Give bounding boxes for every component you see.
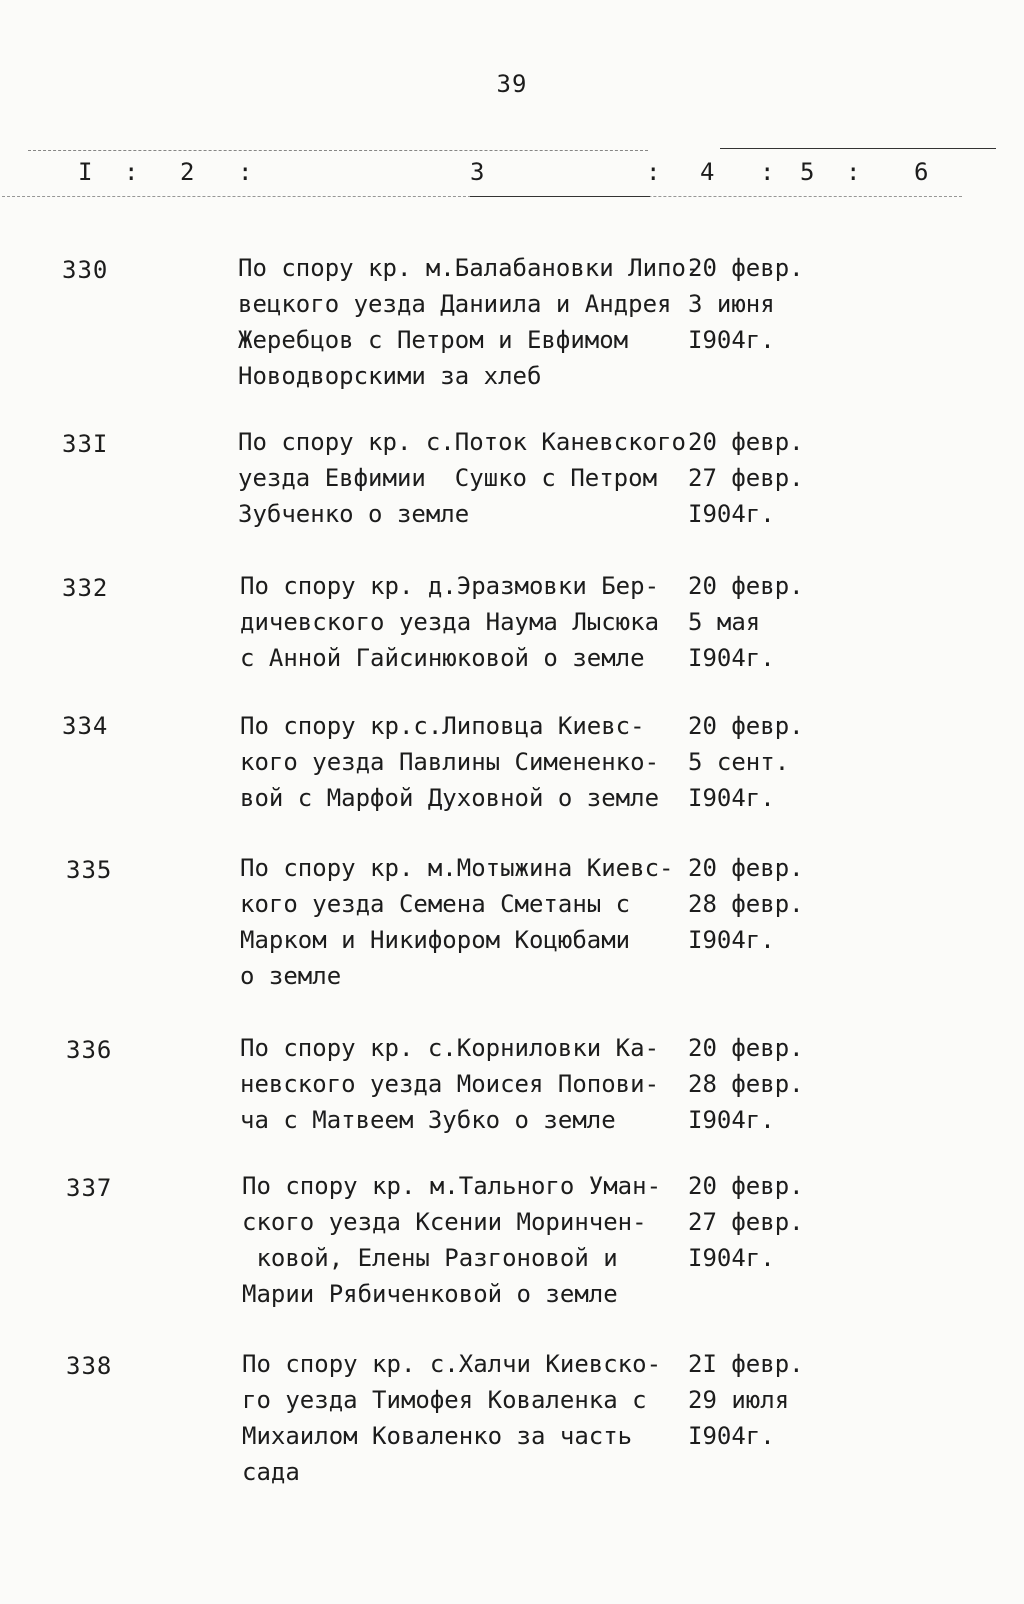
case-start-date: 20 февр. bbox=[688, 572, 804, 600]
case-end-date: 3 июня bbox=[688, 290, 775, 318]
case-dates bbox=[688, 568, 804, 676]
case-start-date: 20 февр. bbox=[688, 712, 804, 740]
case-dates bbox=[688, 1168, 804, 1276]
header-rule-bottom-mid bbox=[470, 196, 650, 197]
case-description bbox=[240, 568, 659, 676]
case-dates bbox=[688, 708, 804, 816]
case-dates bbox=[688, 250, 804, 358]
case-number: 330 bbox=[62, 256, 109, 284]
case-year: I904г. bbox=[688, 1106, 775, 1134]
case-end-date: 29 июля bbox=[688, 1386, 790, 1414]
case-number: 336 bbox=[66, 1036, 113, 1064]
case-year: I904г. bbox=[688, 926, 775, 954]
case-description-line: По спору кр. м.Мотыжина Киевс- bbox=[240, 854, 674, 882]
case-year: I904г. bbox=[688, 644, 775, 672]
column-header-3: 3 bbox=[470, 158, 485, 186]
case-description-line: По спору кр. с.Халчи Киевско- bbox=[242, 1350, 662, 1378]
case-description-line: По спору кр. м.Тального Уман- bbox=[242, 1172, 662, 1200]
case-description-line: уезда Евфимии Сушко с Петром bbox=[238, 464, 658, 492]
case-description-line: ча с Матвеем Зубко о земле bbox=[240, 1106, 616, 1134]
case-description-line: сада bbox=[242, 1458, 300, 1486]
case-description-line: По спору кр.с.Липовца Киевс- bbox=[240, 712, 645, 740]
case-number: 335 bbox=[66, 856, 113, 884]
case-start-date: 20 февр. bbox=[688, 254, 804, 282]
case-dates bbox=[688, 1030, 804, 1138]
case-number: 337 bbox=[66, 1174, 113, 1202]
case-number: 332 bbox=[62, 574, 109, 602]
case-description bbox=[242, 1346, 661, 1490]
column-separator: : bbox=[646, 158, 661, 186]
case-dates bbox=[688, 850, 804, 958]
case-end-date: 28 февр. bbox=[688, 890, 804, 918]
case-description-line: го уезда Тимофея Коваленка с bbox=[242, 1386, 647, 1414]
case-description-line: ковой, Елены Разгоновой и bbox=[242, 1244, 618, 1272]
header-rule-top-right bbox=[720, 148, 996, 149]
case-year: I904г. bbox=[688, 784, 775, 812]
case-number: 33I bbox=[62, 430, 109, 458]
case-description-line: Зубченко о земле bbox=[238, 500, 470, 528]
column-header-5: 5 bbox=[800, 158, 815, 186]
case-description-line: По спору кр. с.Поток Каневского bbox=[238, 428, 686, 456]
case-description-line: невского уезда Моисея Попови- bbox=[240, 1070, 660, 1098]
case-year: I904г. bbox=[688, 1422, 775, 1450]
column-separator: : bbox=[238, 158, 253, 186]
case-start-date: 2I февр. bbox=[688, 1350, 804, 1378]
column-header-2: 2 bbox=[180, 158, 195, 186]
case-end-date: 27 февр. bbox=[688, 464, 804, 492]
case-description-line: Марии Рябиченковой о земле bbox=[242, 1280, 618, 1308]
case-start-date: 20 февр. bbox=[688, 428, 804, 456]
case-number: 338 bbox=[66, 1352, 113, 1380]
case-description-line: кого уезда Павлины Симененко- bbox=[240, 748, 660, 776]
column-separator: : bbox=[846, 158, 861, 186]
case-end-date: 5 сент. bbox=[688, 748, 790, 776]
column-header-row bbox=[0, 158, 1024, 188]
case-description-line: Марком и Никифором Коцюбами bbox=[240, 926, 631, 954]
case-dates bbox=[688, 424, 804, 532]
case-description-line: с Анной Гайсинюковой о земле bbox=[240, 644, 645, 672]
case-description-line: Михаилом Коваленко за часть bbox=[242, 1422, 633, 1450]
case-description bbox=[242, 1168, 661, 1312]
case-description-line: ского уезда Ксении Моринчен- bbox=[242, 1208, 647, 1236]
case-start-date: 20 февр. bbox=[688, 1034, 804, 1062]
case-description-line: Жеребцов с Петром и Евфимом bbox=[238, 326, 629, 354]
case-description bbox=[238, 424, 686, 532]
case-description-line: вой с Марфой Духовной о земле bbox=[240, 784, 660, 812]
case-end-date: 5 мая bbox=[688, 608, 761, 636]
case-description-line: кого уезда Семена Сметаны с bbox=[240, 890, 631, 918]
column-separator: : bbox=[124, 158, 139, 186]
case-description bbox=[240, 1030, 659, 1138]
column-separator: : bbox=[760, 158, 775, 186]
case-year: I904г. bbox=[688, 326, 775, 354]
case-year: I904г. bbox=[688, 500, 775, 528]
case-end-date: 28 февр. bbox=[688, 1070, 804, 1098]
case-description-line: По спору кр. с.Корниловки Ка- bbox=[240, 1034, 660, 1062]
header-rule-top-left bbox=[28, 150, 648, 151]
page-number: 39 bbox=[496, 70, 528, 98]
case-description bbox=[240, 850, 673, 994]
case-description-line: о земле bbox=[240, 962, 342, 990]
case-start-date: 20 февр. bbox=[688, 1172, 804, 1200]
case-year: I904г. bbox=[688, 1244, 775, 1272]
case-end-date: 27 февр. bbox=[688, 1208, 804, 1236]
case-description-line: Новодворскими за хлеб bbox=[238, 362, 542, 390]
case-description-line: По спору кр. д.Эразмовки Бер- bbox=[240, 572, 660, 600]
case-description bbox=[240, 708, 659, 816]
case-dates bbox=[688, 1346, 804, 1454]
case-description bbox=[238, 250, 700, 394]
case-start-date: 20 февр. bbox=[688, 854, 804, 882]
column-header-6: 6 bbox=[914, 158, 929, 186]
case-description-line: дичевского уезда Наума Лысюка bbox=[240, 608, 660, 636]
case-description-line: вецкого уезда Даниила и Андрея bbox=[238, 290, 672, 318]
case-number: 334 bbox=[62, 712, 109, 740]
case-description-line: По спору кр. м.Балабановки Липо- bbox=[238, 254, 701, 282]
column-header-1: I bbox=[78, 158, 93, 186]
column-header-4: 4 bbox=[700, 158, 715, 186]
